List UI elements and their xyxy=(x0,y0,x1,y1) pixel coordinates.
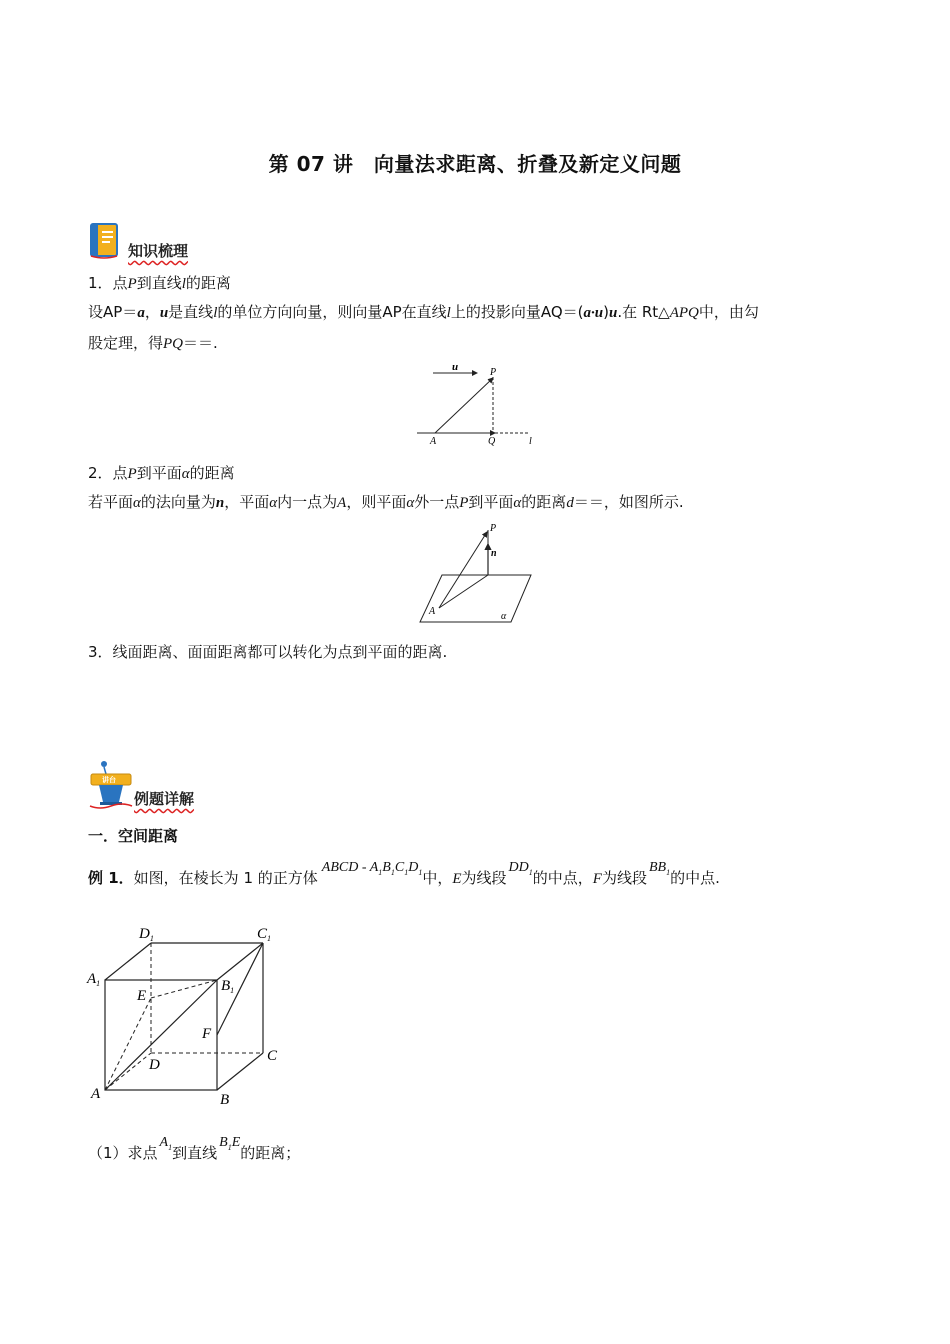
item1-var-u: u xyxy=(159,305,169,321)
q1-point-sub: 1 xyxy=(168,1142,173,1152)
item1-line2 xyxy=(88,328,868,359)
cube-name-sub-b: 1 xyxy=(390,867,395,877)
cube-name-sub-d: 1 xyxy=(418,867,423,877)
cube-label-A: A xyxy=(91,1086,101,1102)
item2-alpha1: α xyxy=(133,495,141,511)
fig2-A-label: A xyxy=(429,606,436,617)
item2-alpha4: α xyxy=(513,495,522,511)
cube-label-C: C xyxy=(267,1048,278,1064)
item1-paragraph xyxy=(88,297,868,359)
cube-name-c: C xyxy=(394,860,405,875)
item2-heading xyxy=(88,462,235,483)
item1-var-u2: u xyxy=(608,305,618,321)
example1-text-e: 为线段 xyxy=(601,869,647,887)
item2-text-c: ，平面 xyxy=(224,493,270,511)
item3-text: 3．线面距离、面面距离都可以转化为点到平面的距离. xyxy=(88,643,448,661)
item2-text-i: ＝＝，如图所示. xyxy=(573,493,684,511)
item2-heading-mid: 到平面 xyxy=(136,464,182,482)
q1-line-main: B xyxy=(219,1135,228,1150)
fig1-P-label: P xyxy=(490,367,497,378)
cube-label-A1: $A_1$ xyxy=(87,971,101,988)
figure-cube xyxy=(85,920,295,1110)
item1-heading xyxy=(88,272,231,293)
cube-name-sub-a: 1 xyxy=(378,867,383,877)
q1-line-sub: 1 xyxy=(227,1142,232,1152)
item2-text-a: 若平面 xyxy=(88,493,134,511)
fig2-P-label: P xyxy=(490,523,497,534)
item1-text-e: 上的投影向量AQ＝( xyxy=(450,303,584,321)
podium-icon xyxy=(88,760,134,810)
example1-label: 例 1． xyxy=(88,869,134,887)
item1-var-au: a·u xyxy=(583,305,604,321)
q1-line xyxy=(219,1135,240,1150)
item1-text-g: .在 Rt△ xyxy=(617,303,670,321)
item2-paragraph xyxy=(88,487,684,518)
example1-seg2 xyxy=(649,860,670,875)
cube-seg-ab1 xyxy=(105,980,217,1090)
item1-text-d: 的单位方向向量，则向量AP在直线 xyxy=(217,303,447,321)
seg2-sub: 1 xyxy=(666,867,671,877)
fig1-u-label: u xyxy=(452,361,459,373)
cube-name-b: B xyxy=(382,860,391,875)
fig2-ap-segment xyxy=(439,532,487,608)
item2-var-d: d xyxy=(566,495,574,511)
cube-name-sub-c: 1 xyxy=(404,867,409,877)
cube-label-F: F xyxy=(202,1026,212,1042)
seg1-sub: 1 xyxy=(528,867,533,877)
fig2-a-foot-segment xyxy=(439,575,488,608)
item2-var-P: P xyxy=(459,495,469,511)
example1-seg1 xyxy=(509,860,533,875)
cube-seg-ae xyxy=(105,998,151,1090)
item1-text-b: ， xyxy=(144,303,160,321)
fig1-ap-segment xyxy=(435,378,493,433)
q1-point-main: A xyxy=(159,1135,169,1150)
item1-text-a: 设AP＝ xyxy=(88,303,138,321)
fig2-alpha-label: α xyxy=(501,611,507,622)
cube-name-main: ABCD - A xyxy=(321,860,379,875)
q1-text-c: 的距离； xyxy=(240,1144,301,1162)
item1-heading-P: P xyxy=(127,276,137,292)
section-knowledge-header xyxy=(88,222,218,262)
figure-point-to-plane xyxy=(415,520,540,628)
q1-text-a: （1）求点 xyxy=(88,1144,158,1162)
item1-line1 xyxy=(88,297,868,328)
cube-edge-a1d1 xyxy=(105,943,151,980)
section-knowledge-label: 知识梳理 xyxy=(128,242,189,260)
example1-text-c: 为线段 xyxy=(461,869,507,887)
item2-alpha2: α xyxy=(269,495,278,511)
item2-heading-prefix: 2．点 xyxy=(88,464,128,482)
item1-heading-l: l xyxy=(181,276,186,292)
section-examples-label: 例题详解 xyxy=(134,790,195,808)
cube-label-D: D xyxy=(149,1057,160,1073)
fig1-Q-label: Q xyxy=(488,436,496,447)
q1-line-e: E xyxy=(231,1135,241,1150)
item2-heading-P: P xyxy=(127,466,137,482)
cube-label-B: B xyxy=(220,1092,230,1108)
question1 xyxy=(88,1135,301,1175)
example1-text-b: 中， xyxy=(422,869,453,887)
example1-text-d: 的中点， xyxy=(532,869,593,887)
item1-text-f: ) xyxy=(603,303,609,321)
page-title: 第 07 讲 向量法求距离、折叠及新定义问题 xyxy=(268,152,682,176)
cube-name-d: D xyxy=(408,860,419,875)
item2-text-f: 外一点 xyxy=(414,493,460,511)
example1-cube-name xyxy=(322,860,423,875)
fig1-A-label: A xyxy=(430,436,437,447)
example1-text-f: 的中点. xyxy=(670,869,720,887)
item2-heading-suffix: 的距离 xyxy=(189,464,235,482)
cube-label-C1: $C_1$ xyxy=(257,926,272,943)
item2-text-d: 内一点为 xyxy=(277,493,338,511)
item2-var-n: n xyxy=(215,495,225,511)
item2-text-g: 到平面 xyxy=(468,493,514,511)
section-examples-header xyxy=(88,760,228,810)
item1-var-pq: PQ xyxy=(163,336,184,352)
podium-icon-text: 讲台 xyxy=(102,776,116,784)
item1-var-a: a xyxy=(137,305,145,321)
item1-heading-prefix: 1．点 xyxy=(88,274,128,292)
book-icon xyxy=(88,222,122,260)
item1-heading-mid: 到直线 xyxy=(136,274,182,292)
item1-var-apq: APQ xyxy=(669,305,699,321)
cube-edge-bc xyxy=(217,1053,263,1090)
example1-F: F xyxy=(592,871,602,887)
fig2-n-label: n xyxy=(491,548,497,559)
example1-text-a: 如图，在棱长为 1 的正方体 xyxy=(133,869,318,887)
item2-alpha3: α xyxy=(406,495,415,511)
item1-var-l: l xyxy=(213,305,218,321)
item2-text-b: 的法向量为 xyxy=(140,493,216,511)
cube-edge-ad xyxy=(105,1053,151,1090)
q1-point xyxy=(160,1135,173,1150)
fig2-plane xyxy=(420,575,531,622)
item2-heading-alpha: α xyxy=(181,466,190,482)
cube-label-B1: $B_1$ xyxy=(221,978,235,995)
cube-label-D1: $D_1$ xyxy=(139,926,154,943)
fig1-l-label: l xyxy=(529,436,532,447)
item1-text-h: 中，由勾 xyxy=(698,303,759,321)
seg1-main: DD xyxy=(508,860,529,875)
example1-E: E xyxy=(452,871,462,887)
item1-text-line2b: ＝＝. xyxy=(183,334,218,352)
item1-text-c: 是直线 xyxy=(168,303,214,321)
part1-heading: 一．空间距离 xyxy=(88,827,179,845)
item1-heading-suffix: 的距离 xyxy=(185,274,231,292)
item2-text-h: 的距离 xyxy=(521,493,567,511)
figure-point-to-line xyxy=(415,360,540,450)
q1-text-b: 到直线 xyxy=(172,1144,218,1162)
item1-var-l2: l xyxy=(446,305,451,321)
seg2-main: BB xyxy=(648,860,667,875)
item1-text-line2a: 股定理，得 xyxy=(88,334,164,352)
example1-statement xyxy=(88,860,720,900)
item2-var-A: A xyxy=(337,495,347,511)
cube-label-E: E xyxy=(137,988,147,1004)
item2-text-e: ，则平面 xyxy=(346,493,407,511)
cube-edge-b1c1 xyxy=(217,943,263,980)
